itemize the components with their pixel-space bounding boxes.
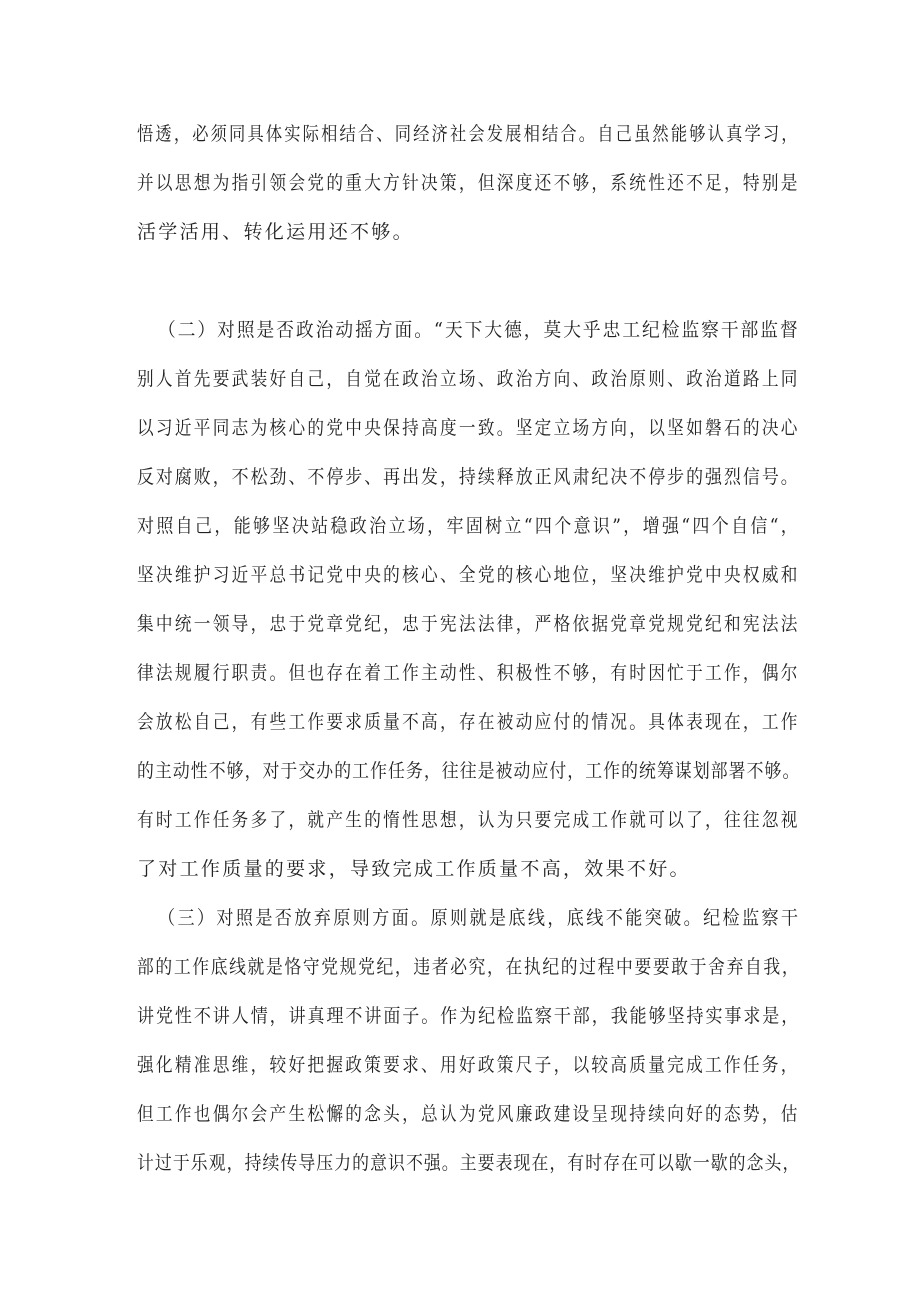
paragraph-2-line-2: 别人首先要武装好自己，自觉在政治立场、政治方向、政治原则、政治道路上同 — [137, 368, 800, 390]
paragraph-2-line-6: 坚决维护习近平总书记党中央的核心、全党的核心地位，坚决维护党中央权威和 — [137, 564, 800, 586]
paragraph-3-line-1: （三）对照是否放弃原则方面。原则就是底线，底线不能突破。纪检监察干 — [158, 907, 801, 929]
paragraph-3-line-2: 部的工作底线就是恪守党规党纪，违者必究，在执纪的过程中要要敢于舍弃自我， — [137, 956, 801, 978]
paragraph-2-line-8: 律法规履行职责。但也存在着工作主动性、积极性不够，有时因忙于工作，偶尔 — [137, 662, 800, 684]
paragraph-2-line-12: 了对工作质量的要求，导致完成工作质量不高，效果不好。 — [137, 858, 691, 880]
paragraph-3-line-5: 但工作也偶尔会产生松懈的念头，总认为党风廉政建设呈现持续向好的态势，估 — [137, 1103, 800, 1125]
paragraph-2-line-1: （二）对照是否政治动摇方面。“天下大德，莫大乎忠工纪检监察干部监督 — [158, 319, 800, 341]
paragraph-2-line-3: 以习近平同志为核心的党中央保持高度一致。坚定立场方向，以坚如磐石的决心 — [137, 417, 800, 439]
paragraph-2-line-4: 反对腐败，不松劲、不停步、再出发，持续释放正风肃纪决不停步的强烈信号。 — [137, 466, 800, 488]
paragraph-3-line-3: 讲党性不讲人情，讲真理不讲面子。作为纪检监察干部，我能够坚持实事求是， — [137, 1005, 801, 1027]
paragraph-2-line-5: 对照自己，能够坚决站稳政治立场，牢固树立“四个意识”，增强“四个自信“， — [137, 515, 801, 537]
paragraph-1-line-1: 悟透，必须同具体实际相结合、同经济社会发展相结合。自己虽然能够认真学习， — [137, 123, 800, 145]
paragraph-1-line-3: 活学活用、转化运用还不够。 — [137, 221, 414, 243]
paragraph-2-line-11: 有时工作任务多了，就产生的惰性思想，认为只要完成工作就可以了，往往忽视 — [137, 809, 800, 831]
paragraph-2-line-10: 的主动性不够，对于交办的工作任务，往往是被动应付，工作的统筹谋划部署不够。 — [137, 760, 801, 782]
paragraph-2-line-9: 会放松自己，有些工作要求质量不高，存在被动应付的情况。具体表现在，工作 — [137, 711, 800, 733]
paragraph-2-line-7: 集中统一领导，忠于党章党纪，忠于宪法法律，严格依据党章党规党纪和宪法法 — [137, 613, 800, 635]
paragraph-3-line-6: 计过于乐观，持续传导压力的意识不强。主要表现在，有时存在可以歇一歇的念头， — [137, 1152, 801, 1174]
paragraph-1-line-2: 并以思想为指引领会党的重大方针决策，但深度还不够，系统性还不足，特别是 — [137, 172, 800, 194]
paragraph-3-line-4: 强化精准思维，较好把握政策要求、用好政策尺子，以较高质量完成工作任务， — [137, 1054, 800, 1076]
